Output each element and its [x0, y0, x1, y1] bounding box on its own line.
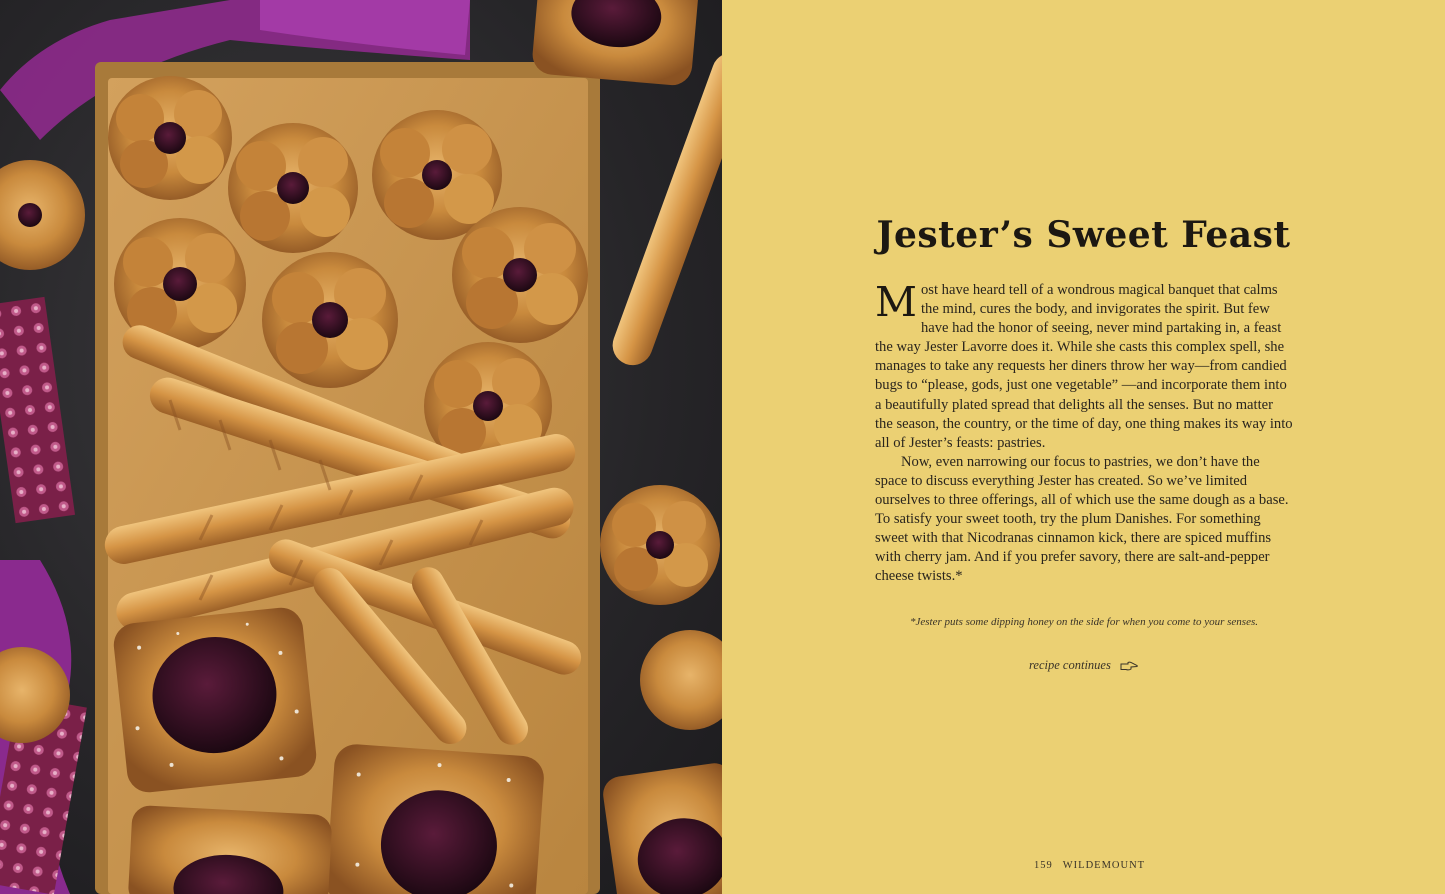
pastry-photo-illustration	[0, 0, 722, 894]
paragraph-1-text: ost have heard tell of a wondrous magical banquet that calms the mind, cures the body, and invigorates the spirit. But few have had the honor of seeing, never mind partaking in, a feast the way Jester Lavorre does it. While she casts this complex spell, she manages to take any requests her diners throw her way—from candied bugs to “please, gods, just one vegetable” —and incorporate them into a beautifully plated spread that delights all the senses. But no matter the season, the country, or the time of day, one thing makes its way into all of Jester’s feasts: pastries.	[875, 282, 1293, 451]
recipe-continues-label: recipe continues	[1029, 658, 1111, 672]
page-number: 159	[1034, 860, 1053, 871]
drop-cap: M	[875, 278, 917, 326]
page-title: Jester’s Sweet Feast	[876, 214, 1291, 256]
paragraph-2: Now, even narrowing our focus to pastries, we don’t have the space to discuss everything Jester has created. So we’ve limited ourselves to three offerings, all of which use the same dough as a base. To satisfy your sweet tooth, try the plum Danishes. For something sweet with that Nicodranas cinnamon kick, there are spiced muffins with cherry jam. And if you prefer savory, there are salt-and-pepper cheese twists.*	[875, 453, 1289, 585]
section-name: WILDEMOUNT	[1062, 860, 1146, 871]
recipe-continues	[722, 658, 1445, 673]
pointing-hand-icon	[1120, 661, 1138, 671]
paragraph-1	[875, 278, 1293, 453]
pastry-photo	[0, 0, 722, 894]
footnote: *Jester puts some dipping honey on the side for when you come to your senses.	[910, 616, 1258, 628]
intro-text	[875, 278, 1293, 587]
recipe-page	[722, 0, 1445, 894]
page-footer	[1034, 860, 1145, 871]
